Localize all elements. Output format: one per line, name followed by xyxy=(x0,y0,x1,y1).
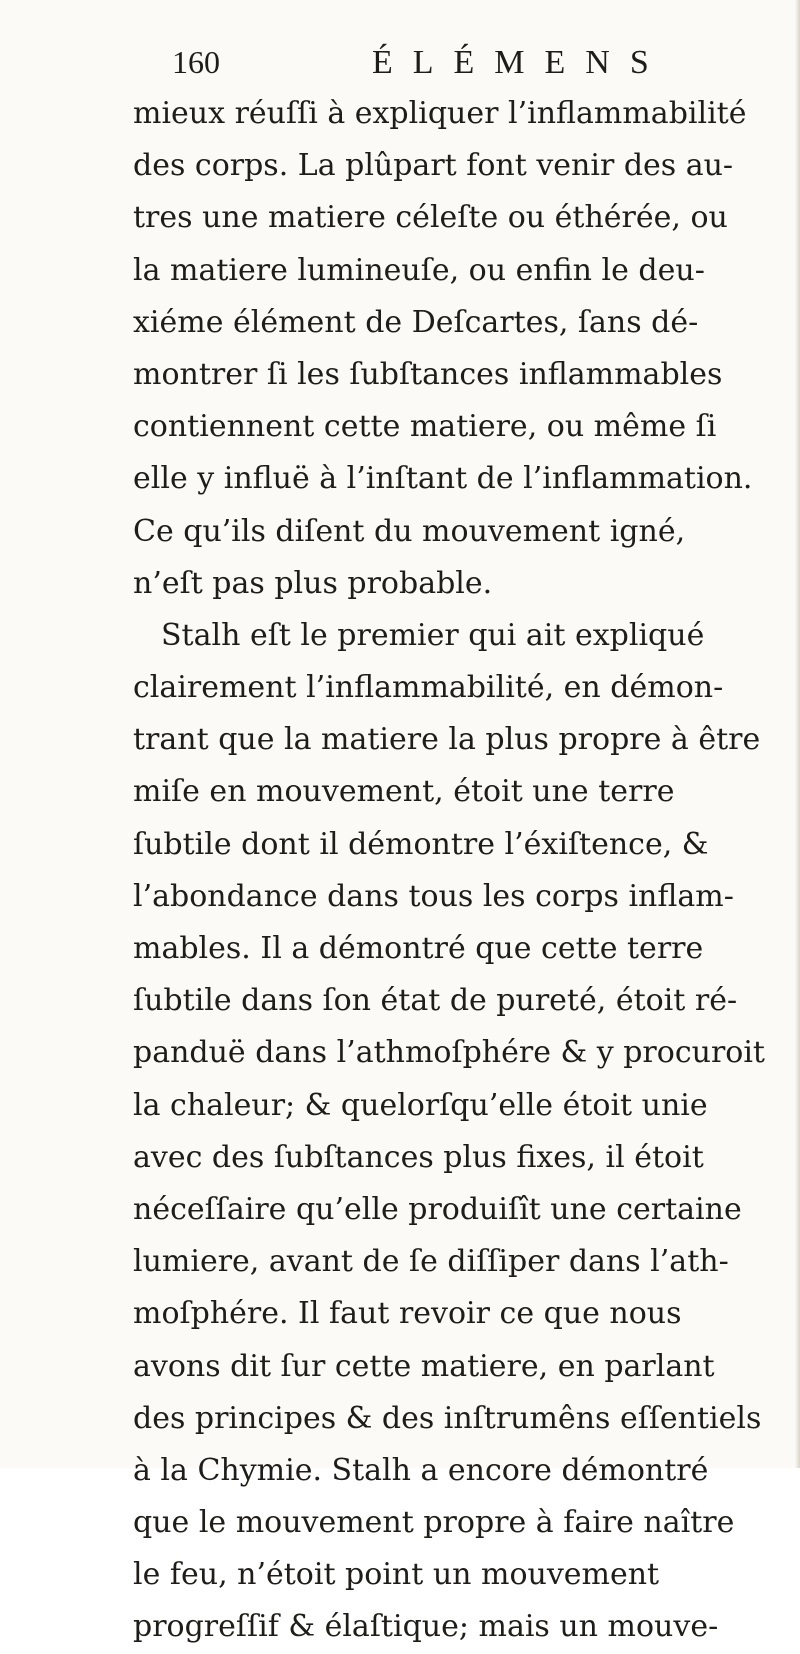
text-line: lumiere, avant de ſe diſſiper dans l’ath- xyxy=(133,1244,729,1280)
text-line: xiéme élément de Deſcartes, ſans dé- xyxy=(133,304,699,340)
text-line: miſe en mouvement, étoit une terre xyxy=(133,774,675,810)
text-line: mieux réuſſi à expliquer l’inflammabilité xyxy=(133,96,747,131)
text-line: contiennent cette matiere, ou même ſi xyxy=(133,409,717,445)
body-text xyxy=(133,88,793,1654)
paragraph-start-line: Stalh eſt le premier qui ait expliqué xyxy=(161,617,705,653)
text-line: la matiere lumineuſe, ou enfin le deu- xyxy=(133,252,705,288)
running-title: ÉLÉMENS xyxy=(372,44,669,81)
page-header xyxy=(0,44,790,88)
text-line: à la Chymie. Stalh a encore démontré xyxy=(133,1452,709,1488)
text-line: elle y influë à l’inſtant de l’inflammation. xyxy=(133,461,753,497)
text-line: la chaleur; & quelorſqu’elle étoit unie xyxy=(133,1087,708,1123)
page-number: 160 xyxy=(172,44,220,80)
text-line: avons dit ſur cette matiere, en parlant xyxy=(133,1348,715,1384)
text-line: ſubtile dont il démontre l’éxiſtence, & xyxy=(133,826,709,862)
text-line: mables. Il a démontré que cette terre xyxy=(133,931,704,966)
text-line: avec des ſubſtances plus fixes, il étoit xyxy=(133,1139,704,1175)
text-line: ſubtile dans ſon état de pureté, étoit ré- xyxy=(133,983,738,1019)
page-edge xyxy=(794,0,800,1468)
text-line: l’abondance dans tous les corps inflam- xyxy=(133,878,734,914)
text-line: panduë dans l’athmoſphére & y procuroit xyxy=(133,1035,765,1071)
text-line: le feu, n’étoit point un mouvement xyxy=(133,1557,660,1593)
text-line: néceſſaire qu’elle produiſît une certaine xyxy=(133,1191,742,1227)
text-line: moſphére. Il faut revoir ce que nous xyxy=(133,1296,682,1332)
text-line: des corps. La plûpart font venir des au- xyxy=(133,148,734,184)
text-line: trant que la matiere la plus propre à être xyxy=(133,722,761,758)
text-line: des principes & des inſtrumêns eſſentiels xyxy=(133,1400,762,1436)
text-line: montrer ſi les ſubſtances inflammables xyxy=(133,356,723,392)
text-line: Ce qu’ils diſent du mouvement igné, xyxy=(133,513,686,549)
text-line: tres une matiere céleſte ou éthérée, ou xyxy=(133,200,728,236)
text-line: clairement l’inflammabilité, en démon- xyxy=(133,670,724,706)
text-line: progreſſif & élaſtique; mais un mouve- xyxy=(133,1609,719,1645)
text-line: n’eſt pas plus probable. xyxy=(133,565,493,601)
text-line: que le mouvement propre à faire naître xyxy=(133,1505,735,1541)
